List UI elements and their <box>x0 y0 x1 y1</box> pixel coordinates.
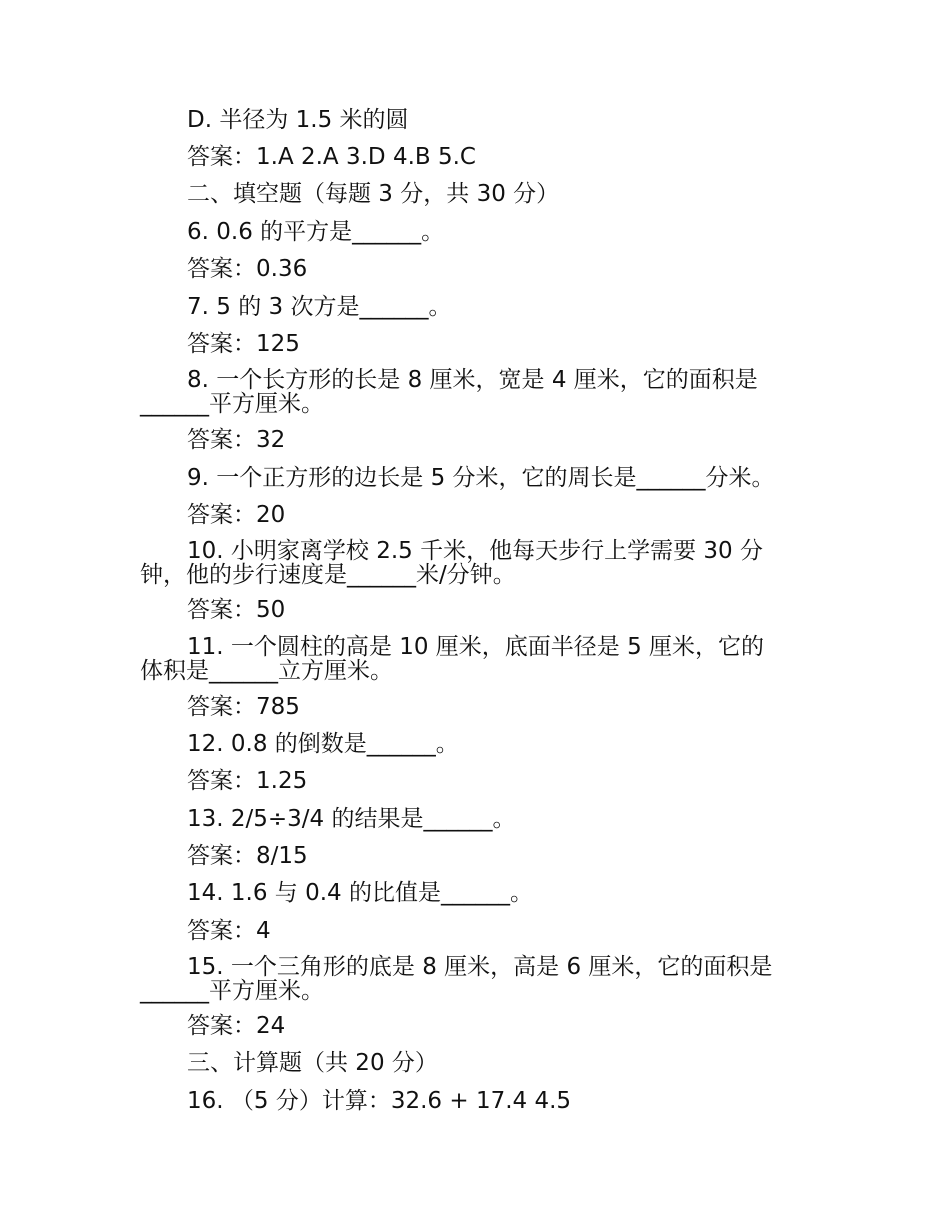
question-11-line-1: 11. 一个圆柱的高是 10 厘米，底面半径是 5 厘米，它的 <box>187 634 765 660</box>
answer-14: 答案：4 <box>187 918 271 944</box>
question-15 <box>140 955 772 1003</box>
question-11 <box>140 635 764 683</box>
section-calculation-heading: 三、计算题（共 20 分） <box>187 1050 438 1076</box>
question-10-line-2: 钟，他的步行速度是______米/分钟。 <box>140 562 516 588</box>
question-15-line-2: ______平方厘米。 <box>140 978 324 1004</box>
answer-12: 答案：1.25 <box>187 768 308 794</box>
question-8-line-2: ______平方厘米。 <box>140 391 324 417</box>
answer-11: 答案：785 <box>187 694 300 720</box>
answer-8: 答案：32 <box>187 427 286 453</box>
answer-9: 答案：20 <box>187 502 286 528</box>
answer-10: 答案：50 <box>187 597 286 623</box>
answer-1-5: 答案：1.A 2.A 3.D 4.B 5.C <box>187 144 476 170</box>
question-11-line-2: 体积是______立方厘米。 <box>140 658 393 684</box>
question-6: 6. 0.6 的平方是______。 <box>187 219 445 245</box>
answer-6: 答案：0.36 <box>187 256 308 282</box>
question-10 <box>140 539 763 587</box>
question-7: 7. 5 的 3 次方是______。 <box>187 294 452 320</box>
option-d: D. 半径为 1.5 米的圆 <box>187 107 409 133</box>
question-8-line-1: 8. 一个长方形的长是 8 厘米，宽是 4 厘米，它的面积是 <box>187 367 758 393</box>
question-14: 14. 1.6 与 0.4 的比值是______。 <box>187 880 533 906</box>
section-fill-in-heading: 二、填空题（每题 3 分，共 30 分） <box>187 181 560 207</box>
question-10-line-1: 10. 小明家离学校 2.5 千米，他每天步行上学需要 30 分 <box>187 538 763 564</box>
question-9: 9. 一个正方形的边长是 5 分米，它的周长是______分米。 <box>187 465 775 491</box>
question-13: 13. 2/5÷3/4 的结果是______。 <box>187 806 516 832</box>
question-8 <box>140 368 758 416</box>
question-15-line-1: 15. 一个三角形的底是 8 厘米，高是 6 厘米，它的面积是 <box>187 954 773 980</box>
answer-13: 答案：8/15 <box>187 843 308 869</box>
question-16: 16. （5 分）计算：32.6 + 17.4 4.5 <box>187 1088 572 1114</box>
question-12: 12. 0.8 的倒数是______。 <box>187 731 459 757</box>
answer-15: 答案：24 <box>187 1013 286 1039</box>
answer-7: 答案：125 <box>187 331 300 357</box>
